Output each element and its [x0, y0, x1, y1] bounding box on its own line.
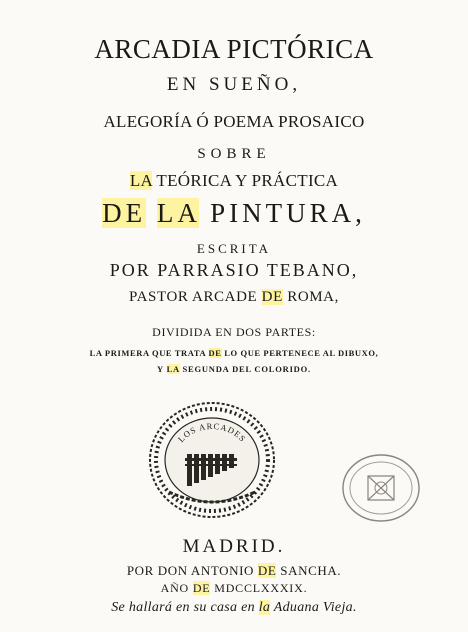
text-span: SEGUNDA DEL COLORIDO.	[179, 364, 311, 374]
division-line: DIVIDIDA EN DOS PARTES:	[152, 325, 316, 339]
author-line: POR PARRASIO TEBANO,	[109, 260, 359, 280]
text-span: TEÓRICA Y PRÁCTICA	[152, 171, 339, 190]
search-highlight: LA	[166, 364, 180, 374]
text-span: LA PRIMERA QUE TRATA	[89, 348, 209, 358]
search-highlight: la	[258, 600, 271, 615]
author-title-line	[0, 289, 468, 306]
part-two-line	[0, 364, 468, 374]
title-line-teorica	[0, 171, 468, 191]
text-span	[146, 198, 157, 228]
text-span: POR DON ANTONIO	[126, 563, 258, 578]
text-span: Y	[157, 364, 167, 374]
library-stamp-icon	[340, 452, 422, 524]
title-line-alegoria: ALEGORÍA Ó POEMA PROSAICO	[103, 112, 365, 131]
search-highlight: LA	[129, 171, 153, 190]
title-line-sobre: SOBRE	[197, 146, 271, 162]
text-span: LO QUE PERTENECE AL DIBUXO,	[221, 348, 379, 358]
pan-flute-emblem-icon	[147, 400, 277, 520]
search-highlight: DE	[208, 348, 222, 358]
text-span: Aduana Vieja.	[270, 600, 357, 615]
imprint-city: MADRID.	[182, 536, 286, 557]
imprint-year	[0, 581, 468, 596]
title-line-escrita: ESCRITA	[196, 241, 272, 256]
emblem-motto: LOS ARCADES	[175, 420, 249, 445]
search-highlight: DE	[257, 563, 277, 578]
text-span: Se hallará en su casa en	[111, 600, 259, 615]
search-highlight: DE	[102, 198, 147, 228]
book-title: ARCADIA PICTÓRICA	[94, 34, 374, 64]
text-span: AÑO	[160, 581, 193, 595]
text-span: SANCHA.	[276, 563, 342, 578]
text-span: MDCCLXXXIX.	[210, 581, 308, 595]
search-highlight: DE	[192, 581, 211, 595]
title-line-en-sueno: EN SUEÑO,	[166, 74, 302, 95]
imprint-printer	[0, 563, 468, 579]
text-span: PASTOR ARCADE	[129, 289, 262, 305]
imprint-sale-location	[0, 600, 468, 616]
text-span: ROMA,	[282, 289, 339, 305]
search-highlight: LA	[156, 198, 200, 228]
text-span: PINTURA,	[199, 198, 366, 228]
search-highlight: DE	[261, 289, 283, 305]
title-line-pintura	[0, 198, 468, 229]
part-one-line	[0, 348, 468, 358]
